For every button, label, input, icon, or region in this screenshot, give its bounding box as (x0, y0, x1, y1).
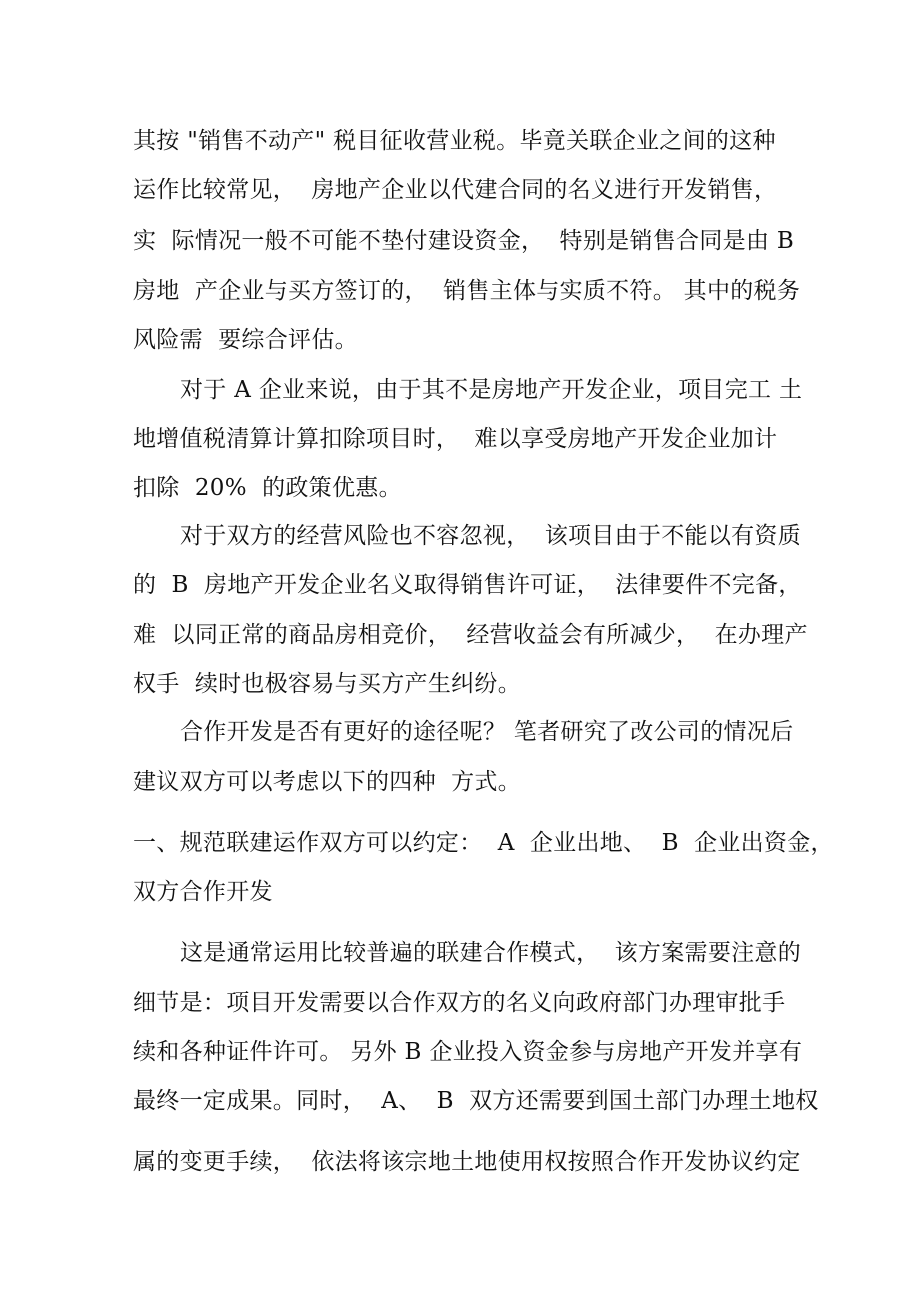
text-line: 地增值税清算计算扣除项目时， 难以享受房地产开发企业加计 (133, 426, 778, 452)
text-line: 的 B 房地产开发企业名义取得销售许可证， 法律要件不完备， (133, 572, 802, 598)
text-line: 风险需 要综合评估。 (133, 327, 358, 353)
text-line: 难 以同正常的商品房相竞价， 经营收益会有所减少， 在办理产 (133, 622, 808, 648)
text-line: 扣除 20% 的政策优惠。 (133, 475, 402, 501)
text-line: 其按 "销售不动产" 税目征收营业税。毕竟关联企业之间的这种 (133, 128, 776, 154)
section-heading: 双方合作开发 (133, 879, 273, 905)
text-line: 实 际情况一般不可能不垫付建设资金， 特别是销售合同是由 B (133, 228, 795, 254)
text-line: 合作开发是否有更好的途径呢？ 笔者研究了改公司的情况后 (180, 719, 794, 745)
text-line: 续和各种证件许可。 另外 B 企业投入资金参与房地产开发并享有 (133, 1039, 803, 1065)
text-line: 对于 A 企业来说，由于其不是房地产开发企业，项目完工 土 (180, 377, 803, 403)
text-line: 最终一定成果。同时， A、 B 双方还需要到国土部门办理土地权 (133, 1088, 819, 1114)
text-line: 权手 续时也极容易与买方产生纠纷。 (133, 671, 522, 697)
text-line: 细节是：项目开发需要以合作双方的名义向政府部门办理审批手 (133, 990, 786, 1016)
text-line: 属的变更手续， 依法将该宗地土地使用权按照合作开发协议约定 (133, 1149, 801, 1175)
text-line: 房地 产企业与买方签订的， 销售主体与实质不符。 其中的税务 (133, 278, 801, 304)
text-line: 运作比较常见， 房地产企业以代建合同的名义进行开发销售， (133, 177, 778, 203)
text-line: 这是通常运用比较普遍的联建合作模式， 该方案需要注意的 (180, 940, 802, 966)
text-line: 对于双方的经营风险也不容忽视， 该项目由于不能以有资质 (180, 523, 802, 549)
text-line: 建议双方可以考虑以下的四种 方式。 (133, 769, 522, 795)
section-heading: 一、规范联建运作双方可以约定： A 企业出地、 B 企业出资金， (133, 830, 834, 856)
